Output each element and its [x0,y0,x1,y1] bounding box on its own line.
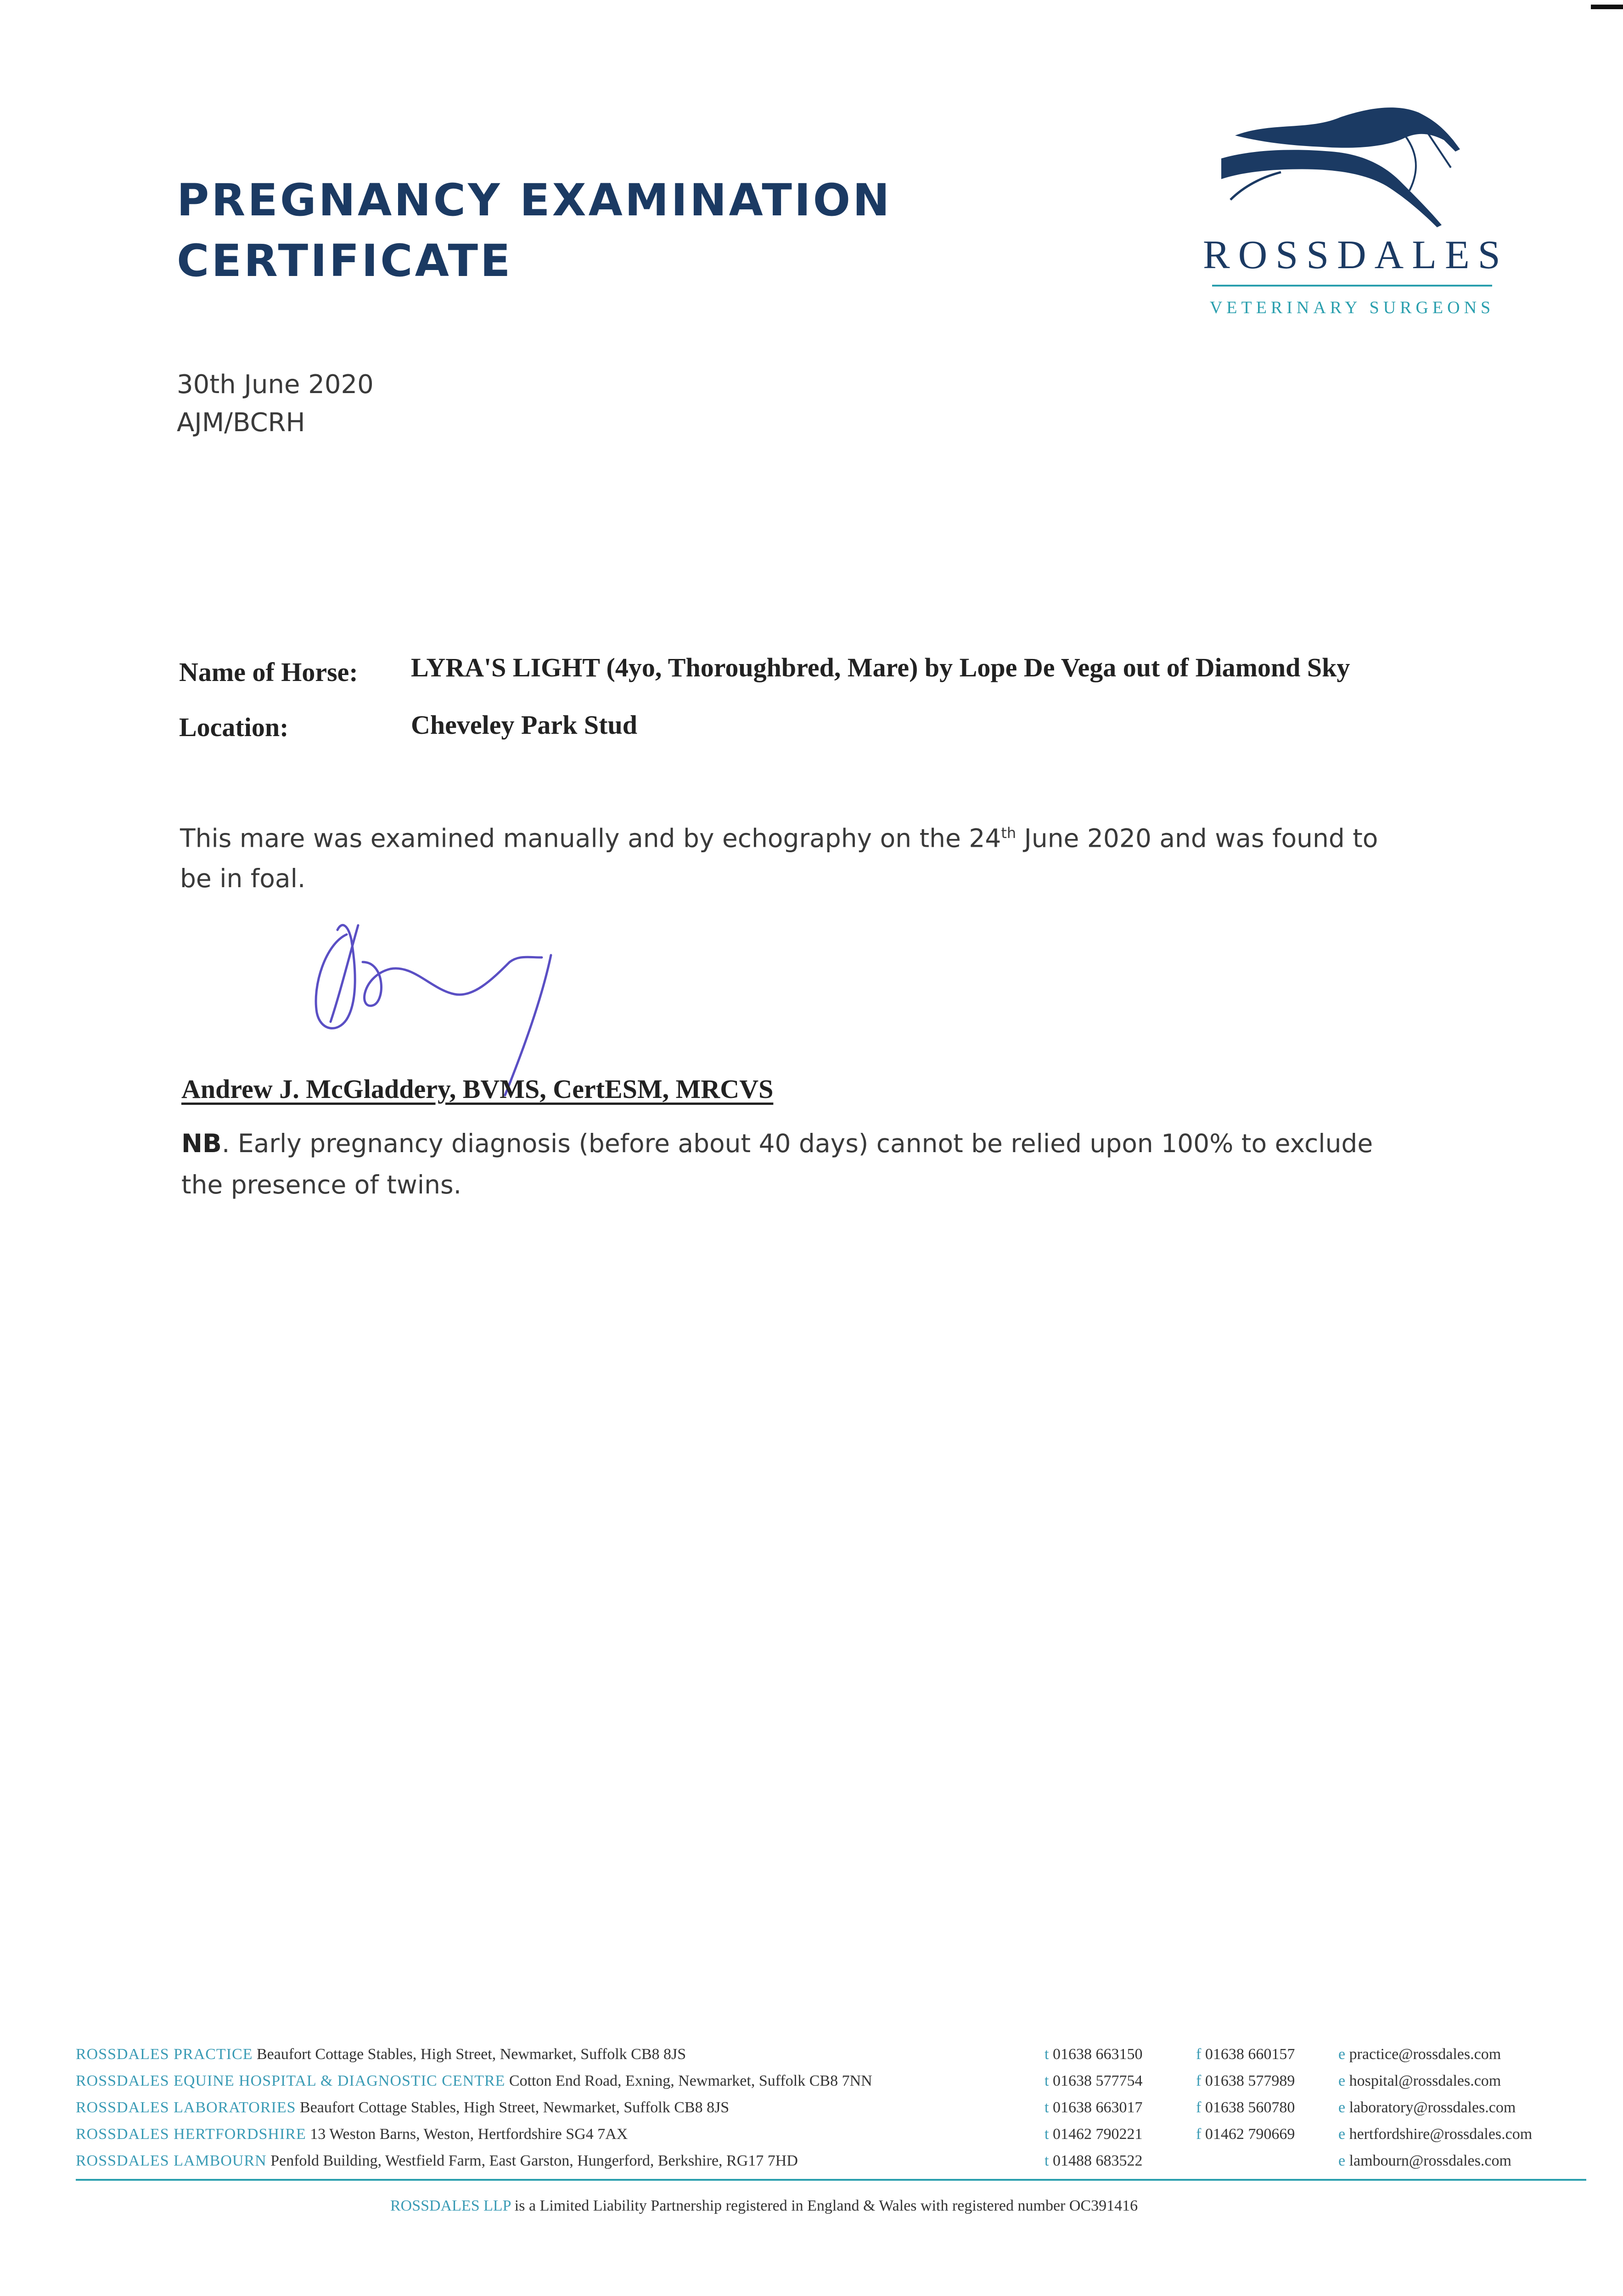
signatory-name: Andrew J. McGladdery, BVMS, CertESM, MRCVS [181,1074,774,1104]
office-address: Beaufort Cottage Stables, High Street, Newmarket, Suffolk CB8 8JS [256,2046,686,2063]
office-fax: 01638 660157 [1205,2046,1295,2063]
exam-text-start: This mare was examined manually and by echography on the 24 [180,823,1001,853]
office-email[interactable]: practice@rossdales.com [1349,2046,1501,2063]
office-phone: 01638 663017 [1052,2099,1143,2116]
office-fax: 01638 560780 [1205,2099,1295,2116]
office-fax: 01462 790669 [1205,2126,1295,2143]
location-label: Location: [179,712,289,742]
footer-divider [76,2179,1586,2181]
logo-subtitle: VETERINARY SURGEONS [1209,298,1495,317]
office-entry [76,2072,872,2090]
footer-row: ROSSDALES EQUINE HOSPITAL & DIAGNOSTIC CENTRE Cotton End Road, Exning, Newmarket, Suffolk CB8 7NN t 01638 577754 f 01638 577989 e hospital@rossdales.com [76,2072,1501,2089]
nb-note [181,1123,1375,1205]
office-email[interactable]: hertfordshire@rossdales.com [1349,2126,1533,2143]
office-address: Cotton End Road, Exning, Newmarket, Suffolk CB8 7NN [509,2072,872,2089]
examination-statement [180,813,1392,899]
nb-label: NB [181,1129,222,1158]
office-email[interactable]: hospital@rossdales.com [1349,2072,1501,2089]
rossdales-horse-logo-icon [1203,94,1509,333]
exam-ordinal-suffix: th [1001,824,1016,842]
office-email[interactable]: lambourn@rossdales.com [1349,2152,1511,2169]
logo-wordmark: ROSSDALES [1203,233,1509,277]
office-entry [76,2099,729,2116]
footer-row: ROSSDALES LAMBOURN Penfold Building, Westfield Farm, East Garston, Hungerford, Berkshire, RG17 7HD t 01488 683522 e lambourn@rossdales.com [76,2152,1511,2169]
horse-name-label: Name of Horse: [179,657,358,687]
office-name: ROSSDALES LAMBOURN [76,2152,267,2169]
llp-name: ROSSDALES LLP [390,2197,511,2214]
office-entry [76,2046,686,2063]
location-value: Cheveley Park Stud [411,710,637,740]
office-address: Penfold Building, Westfield Farm, East Garston, Hungerford, Berkshire, RG17 7HD [270,2152,798,2169]
footer-row: ROSSDALES PRACTICE Beaufort Cottage Stables, High Street, Newmarket, Suffolk CB8 8JS t 01638 663150 f 01638 660157 e practice@rossdales.com [76,2046,1501,2063]
nb-text: . Early pregnancy diagnosis (before about 40 days) cannot be relied upon 100% to exclude the presence of twins. [181,1129,1373,1199]
office-fax: 01638 577989 [1205,2072,1295,2089]
title-line-2: CERTIFICATE [177,235,513,287]
footer-row: ROSSDALES HERTFORDSHIRE 13 Weston Barns, Weston, Hertfordshire SG4 7AX t 01462 790221 f 01462 790669 e hertfordshire@rossdales.com [76,2126,1533,2143]
office-name: ROSSDALES HERTFORDSHIRE [76,2126,306,2143]
horse-name-value: LYRA'S LIGHT (4yo, Thoroughbred, Mare) by Lope De Vega out of Diamond Sky [411,653,1350,682]
office-phone: 01488 683522 [1052,2152,1143,2169]
footer-row: ROSSDALES LABORATORIES Beaufort Cottage Stables, High Street, Newmarket, Suffolk CB8 8JS t 01638 663017 f 01638 560780 e laboratory@rossdales.com [76,2099,1516,2116]
office-name: ROSSDALES PRACTICE [76,2046,253,2063]
scan-corner-mark [1591,5,1623,9]
office-phone: 01638 663150 [1052,2046,1143,2063]
office-entry [76,2126,628,2143]
office-email[interactable]: laboratory@rossdales.com [1349,2099,1516,2116]
office-phone: 01638 577754 [1052,2072,1143,2089]
office-name: ROSSDALES EQUINE HOSPITAL & DIAGNOSTIC CENTRE [76,2072,505,2089]
office-entry [76,2152,798,2170]
certificate-date: 30th June 2020 [177,370,374,400]
certificate-title [177,170,892,291]
title-line-1: PREGNANCY EXAMINATION [177,174,892,226]
footer-offices [76,2046,1586,2179]
office-address: 13 Weston Barns, Weston, Hertfordshire SG4 7AX [310,2126,628,2143]
reference-code: AJM/BCRH [177,408,305,438]
exam-text-end: June 2020 and was found to be in foal. [180,823,1378,894]
office-phone: 01462 790221 [1052,2126,1143,2143]
logo-divider [1212,285,1492,287]
llp-text: is a Limited Liability Partnership registered in England & Wales with registered number OC391416 [511,2197,1138,2214]
office-name: ROSSDALES LABORATORIES [76,2099,296,2116]
llp-registration [390,2197,1138,2215]
office-address: Beaufort Cottage Stables, High Street, Newmarket, Suffolk CB8 8JS [300,2099,730,2116]
